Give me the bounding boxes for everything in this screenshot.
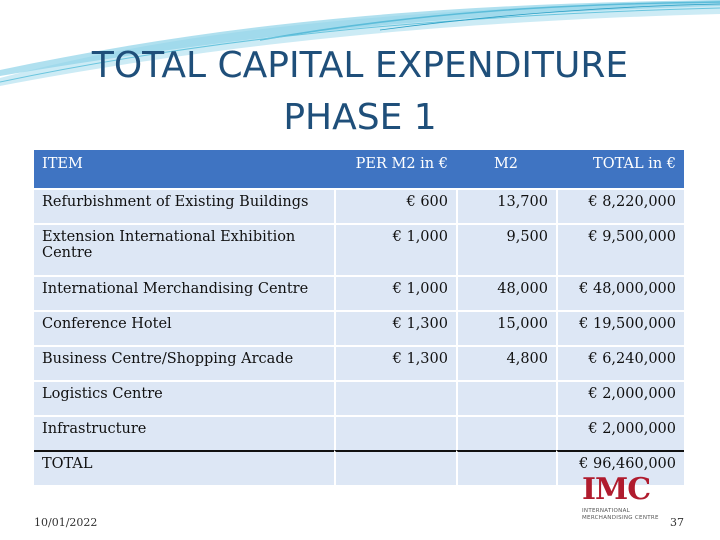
cell-per-m2: € 1,300 bbox=[334, 345, 456, 380]
cell-per-m2 bbox=[334, 380, 456, 415]
cell-m2: 48,000 bbox=[456, 275, 556, 310]
header-per-m2: PER M2 in € bbox=[334, 150, 456, 188]
cell-per-m2 bbox=[334, 415, 456, 450]
cell-item: Infrastructure bbox=[34, 415, 334, 450]
page-title bbox=[0, 40, 720, 144]
cell-per-m2 bbox=[334, 450, 456, 485]
header-m2: M2 bbox=[456, 150, 556, 188]
title-line-1: TOTAL CAPITAL EXPENDITURE bbox=[91, 45, 629, 86]
imc-logo bbox=[582, 472, 668, 528]
logo-subtext: INTERNATIONAL MERCHANDISING CENTRE bbox=[582, 508, 659, 521]
cell-total: € 6,240,000 bbox=[556, 345, 684, 380]
cell-total: € 9,500,000 bbox=[556, 223, 684, 275]
cell-per-m2: € 600 bbox=[334, 188, 456, 223]
cell-per-m2: € 1,000 bbox=[334, 223, 456, 275]
cell-total: € 2,000,000 bbox=[556, 415, 684, 450]
table-row bbox=[34, 345, 684, 380]
cell-m2 bbox=[456, 380, 556, 415]
cell-per-m2: € 1,300 bbox=[334, 310, 456, 345]
capex-table bbox=[34, 150, 684, 485]
logo-mark: IMC bbox=[582, 472, 651, 507]
title-line-2: PHASE 1 bbox=[283, 97, 437, 138]
page-number: 37 bbox=[670, 516, 684, 529]
cell-m2: 13,700 bbox=[456, 188, 556, 223]
cell-item: Logistics Centre bbox=[34, 380, 334, 415]
table-row bbox=[34, 188, 684, 223]
table-row bbox=[34, 310, 684, 345]
cell-item: International Merchandising Centre bbox=[34, 275, 334, 310]
cell-m2: 9,500 bbox=[456, 223, 556, 275]
cell-per-m2: € 1,000 bbox=[334, 275, 456, 310]
cell-m2: 4,800 bbox=[456, 345, 556, 380]
cell-m2 bbox=[456, 415, 556, 450]
cell-total: € 96,460,000 bbox=[556, 450, 684, 485]
table-header-row bbox=[34, 150, 684, 188]
header-total: TOTAL in € bbox=[556, 150, 684, 188]
cell-total: € 19,500,000 bbox=[556, 310, 684, 345]
slide-date: 10/01/2022 bbox=[34, 516, 98, 529]
cell-m2: 15,000 bbox=[456, 310, 556, 345]
table-row bbox=[34, 415, 684, 450]
cell-item: Conference Hotel bbox=[34, 310, 334, 345]
cell-total: € 2,000,000 bbox=[556, 380, 684, 415]
table-row bbox=[34, 380, 684, 415]
cell-item: TOTAL bbox=[34, 450, 334, 485]
cell-total: € 48,000,000 bbox=[556, 275, 684, 310]
cell-item: Business Centre/Shopping Arcade bbox=[34, 345, 334, 380]
cell-item: Refurbishment of Existing Buildings bbox=[34, 188, 334, 223]
cell-item: Extension International Exhibition Centre bbox=[34, 223, 334, 275]
cell-total: € 8,220,000 bbox=[556, 188, 684, 223]
table-row bbox=[34, 223, 684, 275]
header-item: ITEM bbox=[34, 150, 334, 188]
table-row bbox=[34, 275, 684, 310]
cell-m2 bbox=[456, 450, 556, 485]
